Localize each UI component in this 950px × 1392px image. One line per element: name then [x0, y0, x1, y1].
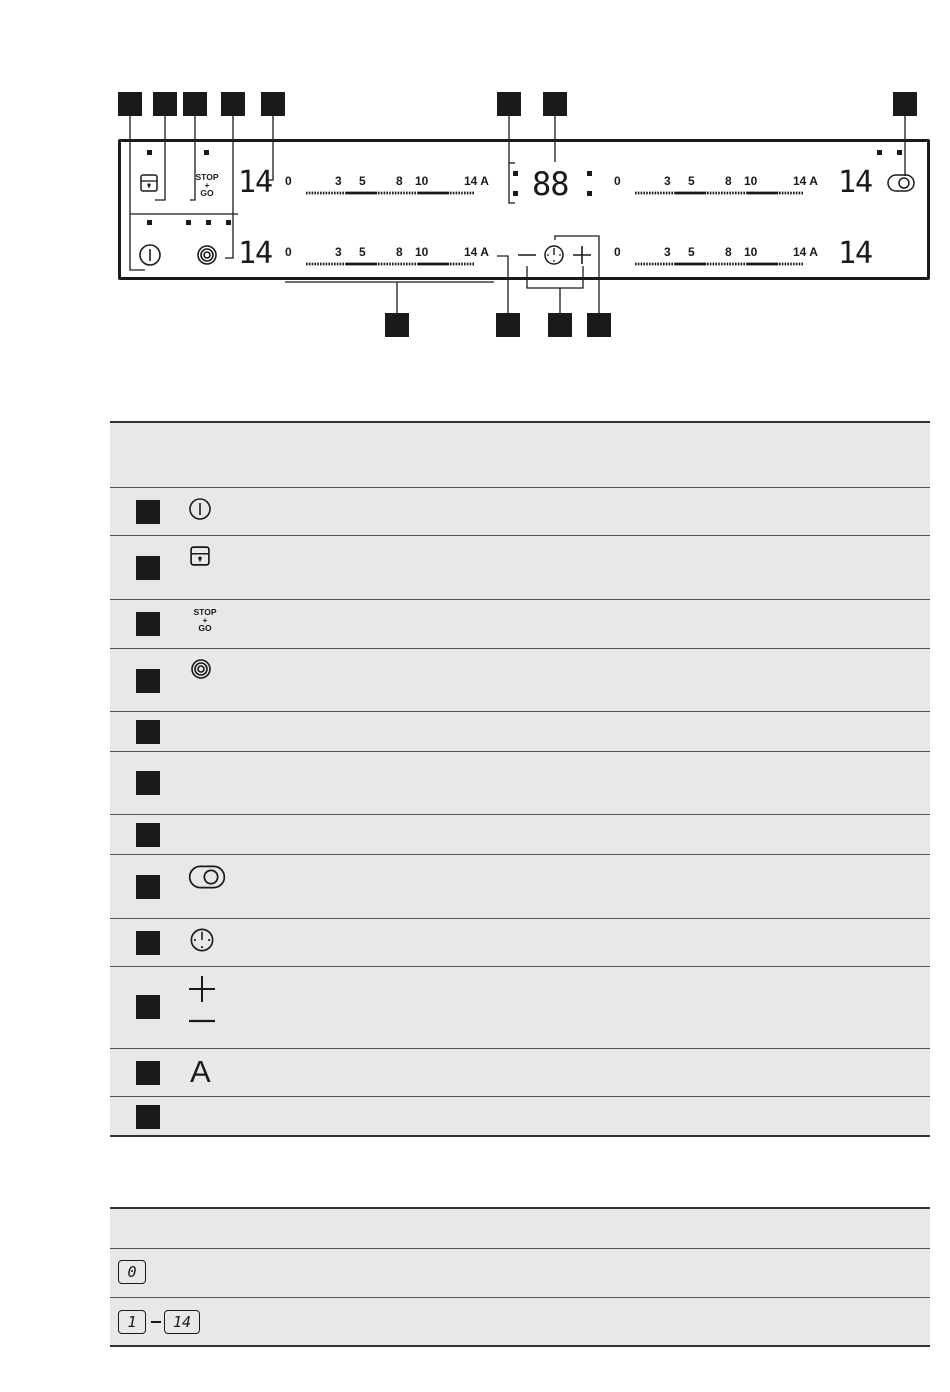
- table-row: [110, 814, 930, 854]
- scale-label: 0: [285, 245, 292, 259]
- scale-label: 0: [614, 245, 621, 259]
- timer-colon-dot: [513, 191, 518, 196]
- row-number-marker: [136, 500, 160, 524]
- power-scale[interactable]: [614, 245, 824, 269]
- bridge-icon[interactable]: [196, 244, 218, 266]
- scale-label: 0: [285, 174, 292, 188]
- indicator-dot: [186, 220, 191, 225]
- power-scale[interactable]: [285, 174, 495, 198]
- row-number-marker: [136, 995, 160, 1019]
- scale-label: 5: [688, 245, 695, 259]
- scale-label: 8: [725, 245, 732, 259]
- stop-go-icon: [190, 607, 220, 633]
- timer-colon-dot: [587, 191, 592, 196]
- scale-label: 10: [744, 245, 758, 259]
- scale-label: 5: [359, 174, 366, 188]
- power-bar[interactable]: [285, 262, 495, 266]
- plus-minus-icon: [189, 975, 215, 1025]
- table-row: [110, 711, 930, 751]
- stop-go-line1: STOP: [195, 172, 219, 182]
- display-value: 1: [127, 1313, 137, 1331]
- timer-icon: [189, 927, 215, 953]
- zone-display: 14: [238, 236, 273, 271]
- table-row: [110, 1248, 930, 1297]
- scale-label: 14 A: [464, 245, 489, 259]
- zone-display: 14: [838, 236, 873, 271]
- bridge-icon: [190, 658, 212, 680]
- row-number-marker: [136, 1061, 160, 1085]
- stop-go-line3: GO: [198, 623, 212, 633]
- table-row: [110, 1048, 930, 1096]
- table-row: [110, 1297, 930, 1346]
- scale-label: 8: [725, 174, 732, 188]
- scale-label: 14 A: [793, 245, 818, 259]
- scale-label: 3: [664, 174, 671, 188]
- callout-marker: [548, 313, 572, 337]
- indicator-dot: [226, 220, 231, 225]
- scale-label: 8: [396, 245, 403, 259]
- display-14-icon: [164, 1310, 200, 1334]
- stop-go-line3: GO: [200, 188, 214, 198]
- stop-go-icon[interactable]: [192, 172, 222, 198]
- indicator-dot: [147, 220, 152, 225]
- table-row: [110, 966, 930, 1048]
- display-table: [110, 1207, 930, 1346]
- lock-icon: [190, 546, 210, 566]
- row-number-marker: [136, 612, 160, 636]
- scale-label: 5: [688, 174, 695, 188]
- indicator-dot: [204, 150, 209, 155]
- power-bar[interactable]: [285, 191, 495, 195]
- booster-icon: [188, 865, 226, 889]
- row-number-marker: [136, 771, 160, 795]
- table-row: [110, 918, 930, 966]
- scale-label: 10: [744, 174, 758, 188]
- display-0-icon: [118, 1260, 146, 1284]
- stop-go-line2: +: [202, 615, 208, 625]
- plus-icon[interactable]: [573, 246, 591, 264]
- lock-icon[interactable]: [140, 174, 158, 192]
- zone-display: 14: [838, 165, 873, 200]
- minus-icon[interactable]: [518, 253, 536, 257]
- stop-go-line1: STOP: [193, 607, 217, 617]
- range-dash: [151, 1321, 161, 1323]
- indicator-dot: [877, 150, 882, 155]
- indicator-dot: [206, 220, 211, 225]
- power-scale[interactable]: [285, 245, 495, 269]
- table-header-row: [110, 1207, 930, 1248]
- table-bottom-rule: [110, 1345, 930, 1347]
- scale-label: 5: [359, 245, 366, 259]
- display-1-icon: [118, 1310, 146, 1334]
- controls-table: [110, 421, 930, 1136]
- callout-marker: [385, 313, 409, 337]
- table-row: [110, 854, 930, 918]
- letter-a-icon: A: [190, 1054, 211, 1089]
- indicator-dot: [147, 150, 152, 155]
- table-row: [110, 487, 930, 535]
- row-number-marker: [136, 1105, 160, 1129]
- table-bottom-rule: [110, 1135, 930, 1137]
- scale-label: 14 A: [793, 174, 818, 188]
- scale-label: 3: [335, 245, 342, 259]
- table-row: [110, 535, 930, 599]
- power-icon: [188, 497, 212, 521]
- scale-label: 3: [335, 174, 342, 188]
- booster-icon[interactable]: [887, 174, 915, 192]
- scale-label: 0: [614, 174, 621, 188]
- power-icon[interactable]: [138, 243, 162, 267]
- zone-display: 14: [238, 165, 273, 200]
- table-row: [110, 751, 930, 814]
- timer-colon-dot: [513, 171, 518, 176]
- scale-label: 10: [415, 245, 429, 259]
- callout-marker: [496, 313, 520, 337]
- callout-marker: [587, 313, 611, 337]
- table-header-row: [110, 421, 930, 487]
- display-value: 14: [172, 1313, 192, 1331]
- scale-label: 3: [664, 245, 671, 259]
- stop-go-line2: +: [204, 180, 210, 190]
- table-row: [110, 1096, 930, 1136]
- scale-label: 14 A: [464, 174, 489, 188]
- scale-label: 10: [415, 174, 429, 188]
- row-number-marker: [136, 823, 160, 847]
- indicator-dot: [897, 150, 902, 155]
- table-row: [110, 648, 930, 711]
- row-number-marker: [136, 669, 160, 693]
- power-scale[interactable]: [614, 174, 824, 198]
- scale-label: 8: [396, 174, 403, 188]
- timer-display: 88: [532, 165, 569, 203]
- display-value: 0: [127, 1263, 137, 1281]
- timer-colon-dot: [587, 171, 592, 176]
- power-bar[interactable]: [614, 191, 824, 195]
- row-number-marker: [136, 720, 160, 744]
- timer-icon[interactable]: [543, 244, 565, 266]
- power-bar[interactable]: [614, 262, 824, 266]
- row-number-marker: [136, 931, 160, 955]
- row-number-marker: [136, 556, 160, 580]
- row-number-marker: [136, 875, 160, 899]
- table-row: [110, 599, 930, 648]
